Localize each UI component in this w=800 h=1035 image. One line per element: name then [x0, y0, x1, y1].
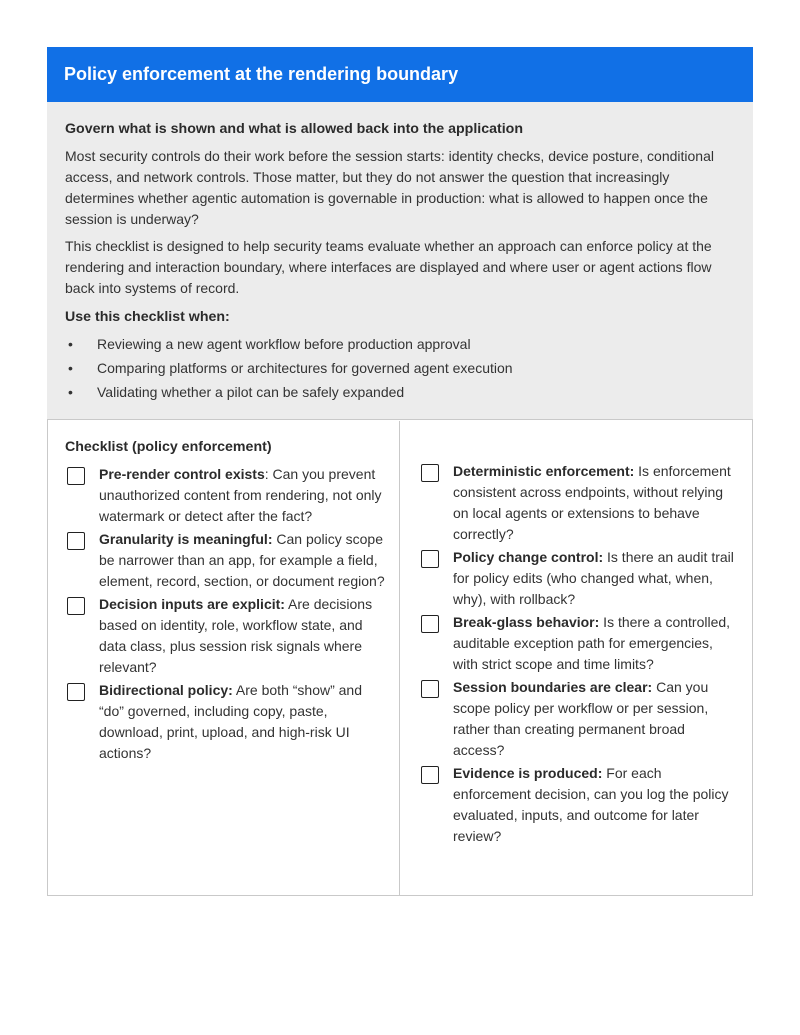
intro-paragraph: Most security controls do their work before the session starts: identity checks, device posture, conditional access, and network controls. Those matter, but they do not answer the question that increasingly determines whether agentic automation is governable in production: what is allowed to happen once the session is underway?	[65, 148, 714, 227]
checkbox[interactable]	[421, 766, 439, 784]
checklist-card	[47, 47, 753, 896]
item-description: Is enforcement consistent across endpoints, without relying on local agents or extensions to behave correctly?	[453, 463, 731, 542]
item-term: Evidence is produced:	[453, 765, 603, 781]
item-description: For each enforcement decision, can you log the policy evaluated, inputs, and outcome for later review?	[453, 765, 729, 844]
list-item: • Comparing platforms or architectures for governed agent execution	[65, 356, 728, 380]
item-term: Policy change control:	[453, 549, 604, 565]
checklist-item	[65, 680, 385, 764]
checklist-item	[419, 612, 736, 675]
item-description: Is there a controlled, auditable exception path for emergencies, with strict scope and time limits?	[453, 614, 731, 672]
checklist-item: Pre-render control exists: Can you prevent unauthorized content from rendering, not only watermark or detect after the fact?	[65, 464, 385, 527]
checklist-item	[419, 461, 736, 545]
page-title: Policy enforcement at the rendering boundary	[64, 64, 459, 84]
intro-paragraph: This checklist is designed to help security teams evaluate whether an approach can enforce policy at the rendering and interaction boundary, where interfaces are displayed and where user or agent actions flow back into systems of record.	[65, 238, 712, 296]
checklist-title: Checklist (policy enforcement)	[65, 439, 272, 455]
use-when-label: Use this checklist when:	[65, 309, 230, 325]
checklist-columns	[48, 421, 752, 895]
checkbox[interactable]	[67, 467, 85, 485]
checkbox[interactable]	[421, 464, 439, 482]
checkbox[interactable]	[67, 683, 85, 701]
checklist-right-column	[400, 421, 752, 895]
item-description: Are both “show” and “do” governed, including copy, paste, download, print, upload, and high-risk UI actions?	[99, 682, 362, 761]
bullet-icon: •	[68, 384, 73, 400]
checkbox[interactable]	[67, 597, 85, 615]
item-description: Can you prevent unauthorized content from rendering, not only watermark or detect after the fact?	[99, 466, 382, 524]
item-term: Break-glass behavior:	[453, 614, 600, 630]
bullet-icon: •	[68, 360, 73, 376]
list-item: • Validating whether a pilot can be safely expanded	[65, 380, 728, 404]
checkbox[interactable]	[421, 680, 439, 698]
list-item: • Reviewing a new agent workflow before production approval	[65, 332, 728, 356]
checklist-item	[419, 763, 736, 847]
item-description: Can you scope policy per workflow or per session, rather than creating permanent broad access?	[453, 679, 709, 758]
item-term: Granularity is meaningful:	[99, 531, 273, 547]
intro-section	[47, 102, 753, 420]
checklist-item	[65, 529, 385, 592]
item-term: Deterministic enforcement:	[453, 463, 635, 479]
item-description: Are decisions based on identity, role, workflow state, and data class, plus session risk signals where relevant?	[99, 596, 373, 675]
item-term: Session boundaries are clear:	[453, 679, 653, 695]
checklist-item	[65, 594, 385, 678]
item-description: Is there an audit trail for policy edits (who changed what, when, why), with rollback?	[453, 549, 734, 607]
use-when-list	[65, 332, 728, 404]
checkbox[interactable]	[421, 615, 439, 633]
checklist-item	[419, 547, 736, 610]
intro-subtitle: Govern what is shown and what is allowed back into the application	[65, 121, 524, 137]
checklist-left-column	[48, 421, 400, 895]
item-description: Can policy scope be narrower than an app, for example a field, element, record, section, or document region?	[99, 531, 385, 589]
card-header	[47, 47, 753, 102]
checkbox[interactable]	[67, 532, 85, 550]
item-term: Bidirectional policy:	[99, 682, 233, 698]
checklist-item	[419, 677, 736, 761]
item-term: Decision inputs are explicit:	[99, 596, 285, 612]
checkbox[interactable]	[421, 550, 439, 568]
bullet-icon: •	[68, 336, 73, 352]
item-term: Pre-render control exists	[99, 466, 265, 482]
